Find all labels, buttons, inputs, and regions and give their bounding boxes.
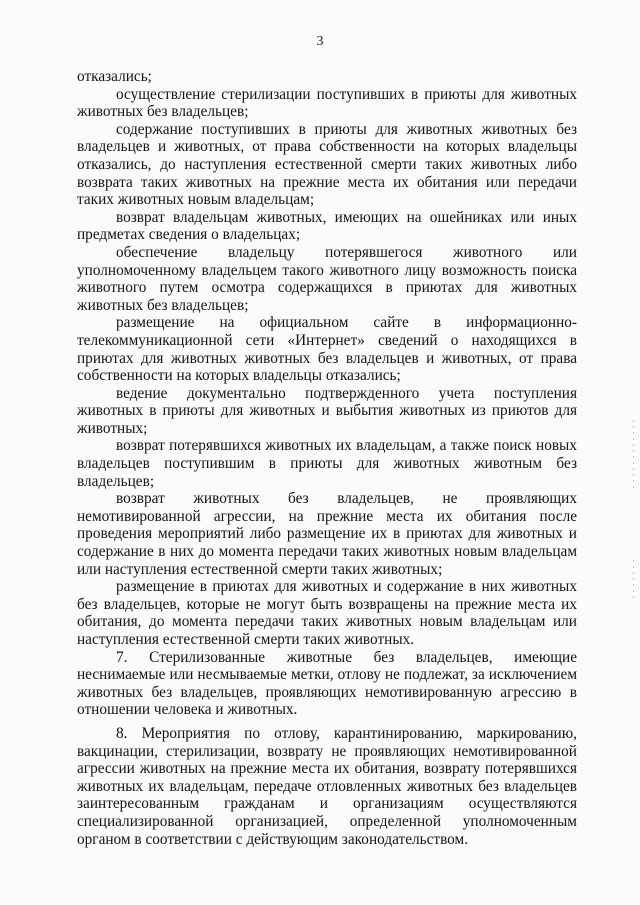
paragraph: возврат животных без владельцев, не проявляющих немотивированной агрессии, на прежние места их обитания после проведения мероприятий либо размещение их в приютах для животных и содержание в них до момента передачи таких животных новым владельцам или наступления естественной смерти таких животных;	[77, 490, 577, 578]
paragraph: содержание поступивших в приюты для животных животных без владельцев и животных, от права собственности на которых владельцы отказались, до наступления естественной смерти таких животных либо возврата таких животных на прежние места их обитания или передачи таких животных новым владельцам;	[77, 120, 577, 209]
paragraph: размещение в приютах для животных и содержание в них животных без владельцев, которые не могут быть возвращены на прежние места их обитания, до момента передачи таких животных новым владельцам или наступления естественной смерти таких животных.	[77, 578, 577, 648]
paragraph: обеспечение владельцу потерявшегося животного или уполномоченному владельцем такого животного лицу возможность поиска животного путем осмотра содержащихся в приютах для животных животных без владельцев;	[77, 243, 577, 314]
numbered-paragraph-7: 7. Стерилизованные животные без владельцев, имеющие неснимаемые или несмываемые метки, отлову не подлежат, за исключением животных без владельцев, проявляющих немотивированную агрессию в отношении человека и животных.	[77, 648, 577, 719]
paragraph: возврат владельцам животных, имеющих на ошейниках или иных предметах сведения о владельцах;	[77, 208, 577, 244]
scan-edge-mark	[633, 560, 634, 600]
scan-edge-mark	[633, 420, 634, 490]
page-number: 3	[316, 34, 324, 49]
paragraph: размещение на официальном сайте в информационно-телекоммуникационной сети «Интернет» сведений о находящихся в приютах для животных животных без владельцев и животных, от права собственности на которых владельцы отказались;	[77, 314, 577, 385]
document-body	[77, 68, 577, 848]
numbered-paragraph-8: 8. Мероприятия по отлову, карантинированию, маркированию, вакцинации, стерилизации, возврату не проявляющих немотивированной агрессии животных на прежние места их обитания, возврату потерявшихся животных их владельцам, передаче отловленных животных без владельцев заинтересованным гражданам и организациям осуществляются специализированной организацией, определенной уполномоченным органом в соответствии с действующим законодательством.	[77, 724, 577, 848]
paragraph: осуществление стерилизации поступивших в приюты для животных животных без владельцев;	[77, 85, 577, 121]
paragraph: ведение документально подтвержденного учета поступления животных в приюты для животных и выбытия животных из приютов для животных;	[77, 384, 577, 437]
paragraph: отказались;	[77, 68, 152, 85]
paragraph: возврат потерявшихся животных их владельцам, а также поиск новых владельцев поступившим в приюты для животных животным без владельцев;	[77, 437, 577, 490]
